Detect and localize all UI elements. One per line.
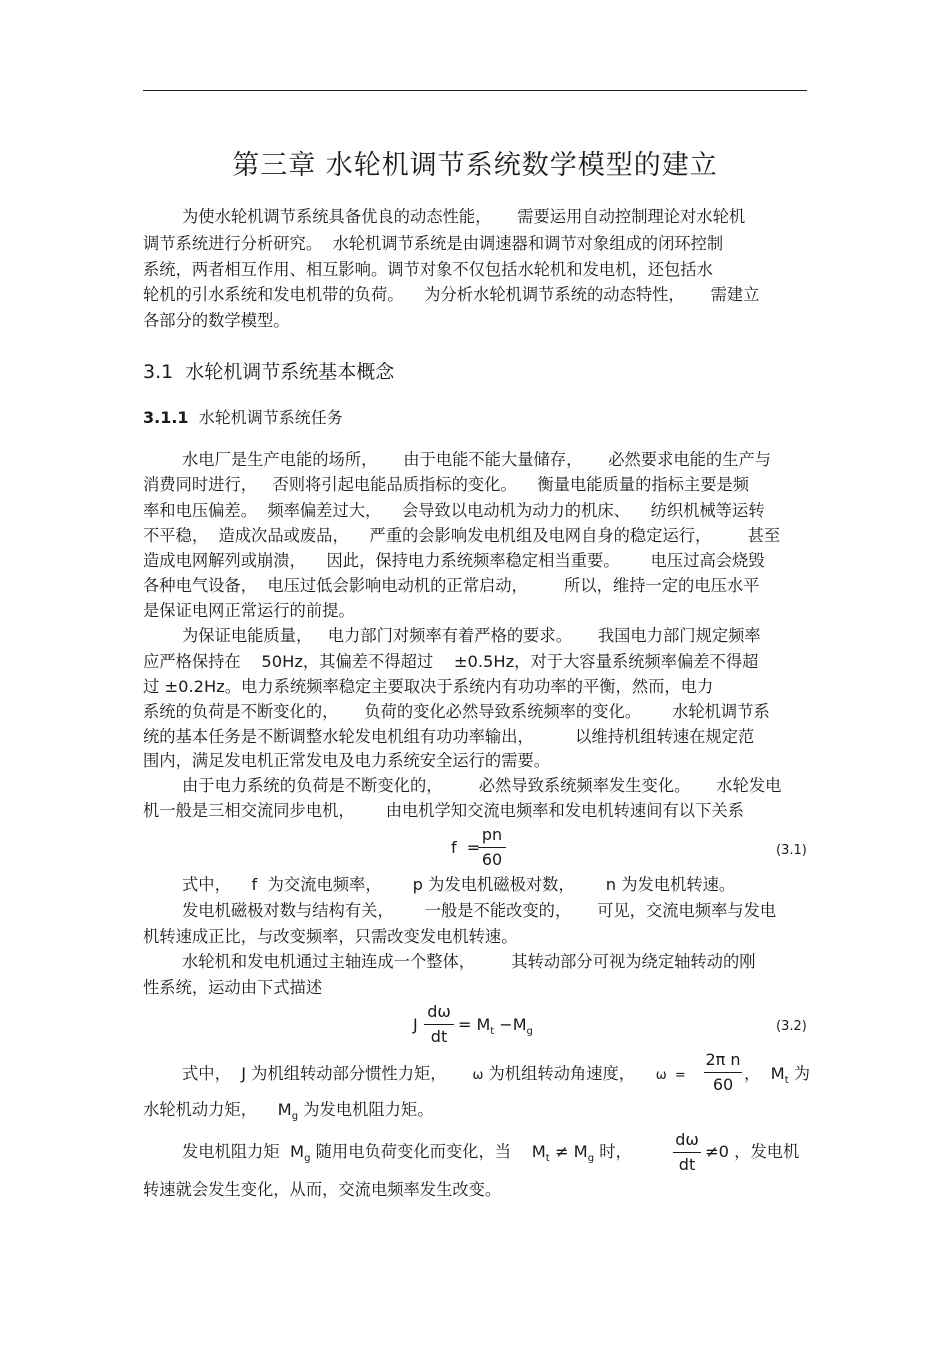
header-rule [143,90,807,91]
para6-line-2: 转速就会发生变化，从而，交流电频率发生改变。 [143,1180,502,1199]
where2-fraction [704,1052,742,1093]
para5-line-2: 性系统，运动由下式描述 [143,978,323,997]
para3-line-2: 机一般是三相交流同步电机， 由电机学知交流电频率和发电机转速间有以下关系 [143,801,744,820]
para1-line-1: 水电厂是生产电能的场所， 由于电能不能大量储存， 必然要求电能的生产与 [182,450,772,469]
para4-line-2: 机转速成正比，与改变频率，只需改变发电机转速。 [143,927,518,946]
chapter-title: 第三章 水轮机调节系统数学模型的建立 [232,150,718,181]
para2-line-2: 应严格保持在 50Hz，其偏差不得超过 ±0.5Hz，对于大容量系统频率偏差不得超 [143,652,759,671]
eq2-numerator: dω [427,1002,451,1021]
eq1-denominator: 60 [481,850,503,869]
para2-line-5: 统的基本任务是不断调整水轮发电机组有功功率输出， 以维持机组转速在规定范 [143,727,755,746]
subsection-number: 3.1.1 [143,408,189,427]
para6-denominator: dt [678,1155,696,1174]
subsection-heading-3-1-1 [143,405,343,428]
para1-line-3: 率和电压偏差。 频率偏差过大， 会导致以电动机为动力的机床、 纺织机械等运转 [143,501,765,520]
eq2-J: J [413,1015,418,1034]
where2-denominator: 60 [712,1075,734,1094]
para1-line-2: 消费同时进行， 否则将引起电能品质指标的变化。 衡量电能质量的指标主要是频 [143,475,750,494]
para6-line-1-tail: ≠0 ，发电机 [705,1142,800,1161]
para3-line-1: 由于电力系统的负荷是不断变化的， 必然导致系统频率发生变化。 水轮发电 [182,776,782,795]
para6-fraction [673,1132,701,1173]
para1-line-7: 是保证电网正常运行的前提。 [143,601,355,620]
para5-line-1: 水轮机和发电机通过主轴连成一个整体， 其转动部分可视为绕定轴转动的刚 [182,952,756,971]
para6-numerator: dω [675,1130,699,1149]
intro-line-1: 为使水轮机调节系统具备优良的动态性能， 需要运用自动控制理论对水轮机 [182,207,746,226]
intro-line-4: 轮机的引水系统和发电机带的负荷。 为分析水轮机调节系统的动态特性， 需建立 [143,285,760,304]
para2-line-1: 为保证电能质量， 电力部门对频率有着严格的要求。 我国电力部门规定频率 [182,626,761,645]
intro-line-5: 各部分的数学模型。 [143,311,290,330]
where2-numerator: 2π n [705,1050,741,1069]
eq2-number: (3.2) [776,1019,807,1034]
eq2-fraction [424,1004,454,1045]
eq1-lhs: f = [451,838,481,857]
para1-line-4: 不平稳， 造成次品或废品， 严重的会影响发电机组及电网自身的稳定运行， 甚至 [143,526,781,545]
para4-line-1: 发电机磁极对数与结构有关， 一般是不能改变的， 可见，交流电频率与发电 [182,901,777,920]
intro-line-2: 调节系统进行分析研究。 水轮机调节系统是由调速器和调节对象组成的闭环控制 [143,234,724,253]
para2-line-4: 系统的负荷是不断变化的， 负荷的变化必然导致系统频率的变化。 水轮机调节系 [143,702,770,721]
where2-line-2: 水轮机动力矩， $M_g$ 为发电机阻力矩。 [143,1100,434,1122]
section-heading-3-1: 3.1 水轮机调节系统基本概念 [143,361,395,383]
para1-line-5: 造成电网解列或崩溃， 因此，保持电力系统频率稳定相当重要。 电压过高会烧毁 [143,551,765,570]
eq1-numerator: pn [481,825,503,844]
where2-line-1: 式中， J 为机组转动部分惯性力矩， ω 为机组转动角速度， ω = [182,1064,686,1083]
omega-symbol: ω [472,1068,484,1083]
para1-line-6: 各种电气设备， 电压过低会影响电动机的正常启动， 所以，维持一定的电压水平 [143,576,760,595]
intro-line-3: 系统，两者相互作用、相互影响。调节对象不仅包括水轮机和发电机，还包括水 [143,260,713,279]
subsection-title: 水轮机调节系统任务 [198,408,343,427]
para6-line-1: 发电机阻力矩 $M_g$ 随用电负荷变化而变化，当 $M_t \ne M_g$ 时， [182,1142,632,1164]
where1-line: 式中， f 为交流电频率， p 为发电机磁极对数， n 为发电机转速。 [182,875,736,894]
para2-line-3: 过 ±0.2Hz。电力系统频率稳定主要取决于系统内有功功率的平衡，然而，电力 [143,677,714,696]
eq2-denominator: dt [430,1027,448,1046]
eq2-rhs: = $M_t -M_g$ [458,1015,533,1037]
eq1-number: (3.1) [776,843,807,858]
omega-symbol-2: ω = [655,1068,686,1083]
eq1-fraction [478,827,506,868]
para2-line-6: 围内，满足发电机正常发电及电力系统安全运行的需要。 [143,751,551,770]
where2-line-1-tail: ， $M_t$ 为 [744,1064,811,1086]
